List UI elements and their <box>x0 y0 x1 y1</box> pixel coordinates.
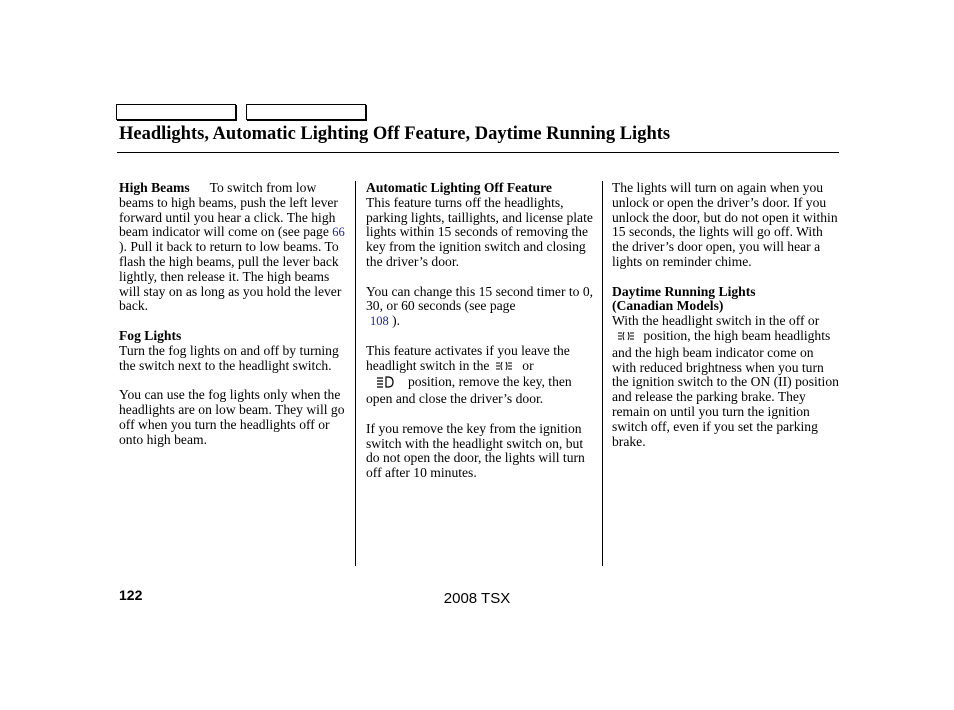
fog-lights-text-2: You can use the fog lights only when the headlights are on low beam. They will go off when you turn the headlights off or onto high beam. <box>119 387 345 447</box>
auto-lighting-off-text: This feature turns off the headlights, parking lights, taillights, and license plate lights within 15 seconds of removing the key from the ignition switch and closing the driver’s door. <box>366 194 593 269</box>
high-beams-paragraph <box>119 181 347 314</box>
timer-text-end: ). <box>392 313 401 329</box>
drl-heading: Daytime Running Lights <box>612 283 756 299</box>
drl-text: With the headlight switch in the off or <box>612 313 820 329</box>
auto-lighting-off-heading: Automatic Lighting Off Feature <box>366 180 552 195</box>
high-beams-text: To switch from low beams to high beams, push the left lever forward until you hear a click. The high beam indicator will come on (see page <box>119 180 338 240</box>
remove-key-text: If you remove the key from the ignition switch with the headlight switch on, but do not open the door, the lights will turn off after 10 minutes. <box>366 420 585 481</box>
activates-paragraph <box>366 344 594 407</box>
parking-lights-icon <box>615 330 637 346</box>
column-divider-2 <box>602 181 603 566</box>
nav-contents-button[interactable] <box>246 104 366 120</box>
footer-model: 2008 TSX <box>443 590 511 607</box>
activates-text-cont: position, remove the key, then open and close the driver’s door. <box>366 374 572 407</box>
column-2 <box>366 181 594 496</box>
fog-lights-text-1: Turn the fog lights on and off by turning the switch next to the headlight switch. <box>119 342 339 373</box>
page-66-link[interactable]: 66 <box>332 225 345 240</box>
lights-again-text: The lights will turn on again when you unlock or open the driver’s door. If you unlock the door, but do not open it within 15 seconds, the lights will go off. With the driver’s door open, you will hear a lights on reminder chime. <box>612 180 838 269</box>
column-1 <box>119 181 347 462</box>
timer-paragraph <box>366 285 594 329</box>
timer-text: You can change this 15 second timer to 0, 30, or 60 seconds (see page <box>366 283 594 314</box>
activates-or: or <box>522 357 534 373</box>
high-beams-heading: High Beams <box>119 180 190 195</box>
page-108-link[interactable]: 108 <box>370 314 389 329</box>
nav-previous-button[interactable] <box>116 104 236 120</box>
parking-lights-icon <box>493 360 515 376</box>
column-divider-1 <box>355 181 356 566</box>
fog-lights-heading: Fog Lights <box>119 327 182 343</box>
drl-text-cont: position, the high beam headlights and the high beam indicator come on with reduced brightness when you turn the ignition switch to the ON (II) position and release the parking brake. They remain on until you turn the ignition switch off, even if you set the parking brake. <box>612 327 839 449</box>
drl-subheading: (Canadian Models) <box>612 298 724 314</box>
page-number: 122 <box>119 587 143 603</box>
high-beams-text-cont: ). Pull it back to return to low beams. To flash the high beams, pull the lever back lightly, then release it. The high beams will stay on as long as you hold the lever back. <box>119 239 342 314</box>
activates-text: This feature activates if you leave the headlight switch in the <box>366 342 570 373</box>
column-3 <box>612 181 840 464</box>
drl-paragraph <box>612 314 840 449</box>
headlights-icon <box>376 376 394 392</box>
page-title: Headlights, Automatic Lighting Off Feature, Daytime Running Lights <box>119 124 671 144</box>
title-divider <box>117 152 839 153</box>
